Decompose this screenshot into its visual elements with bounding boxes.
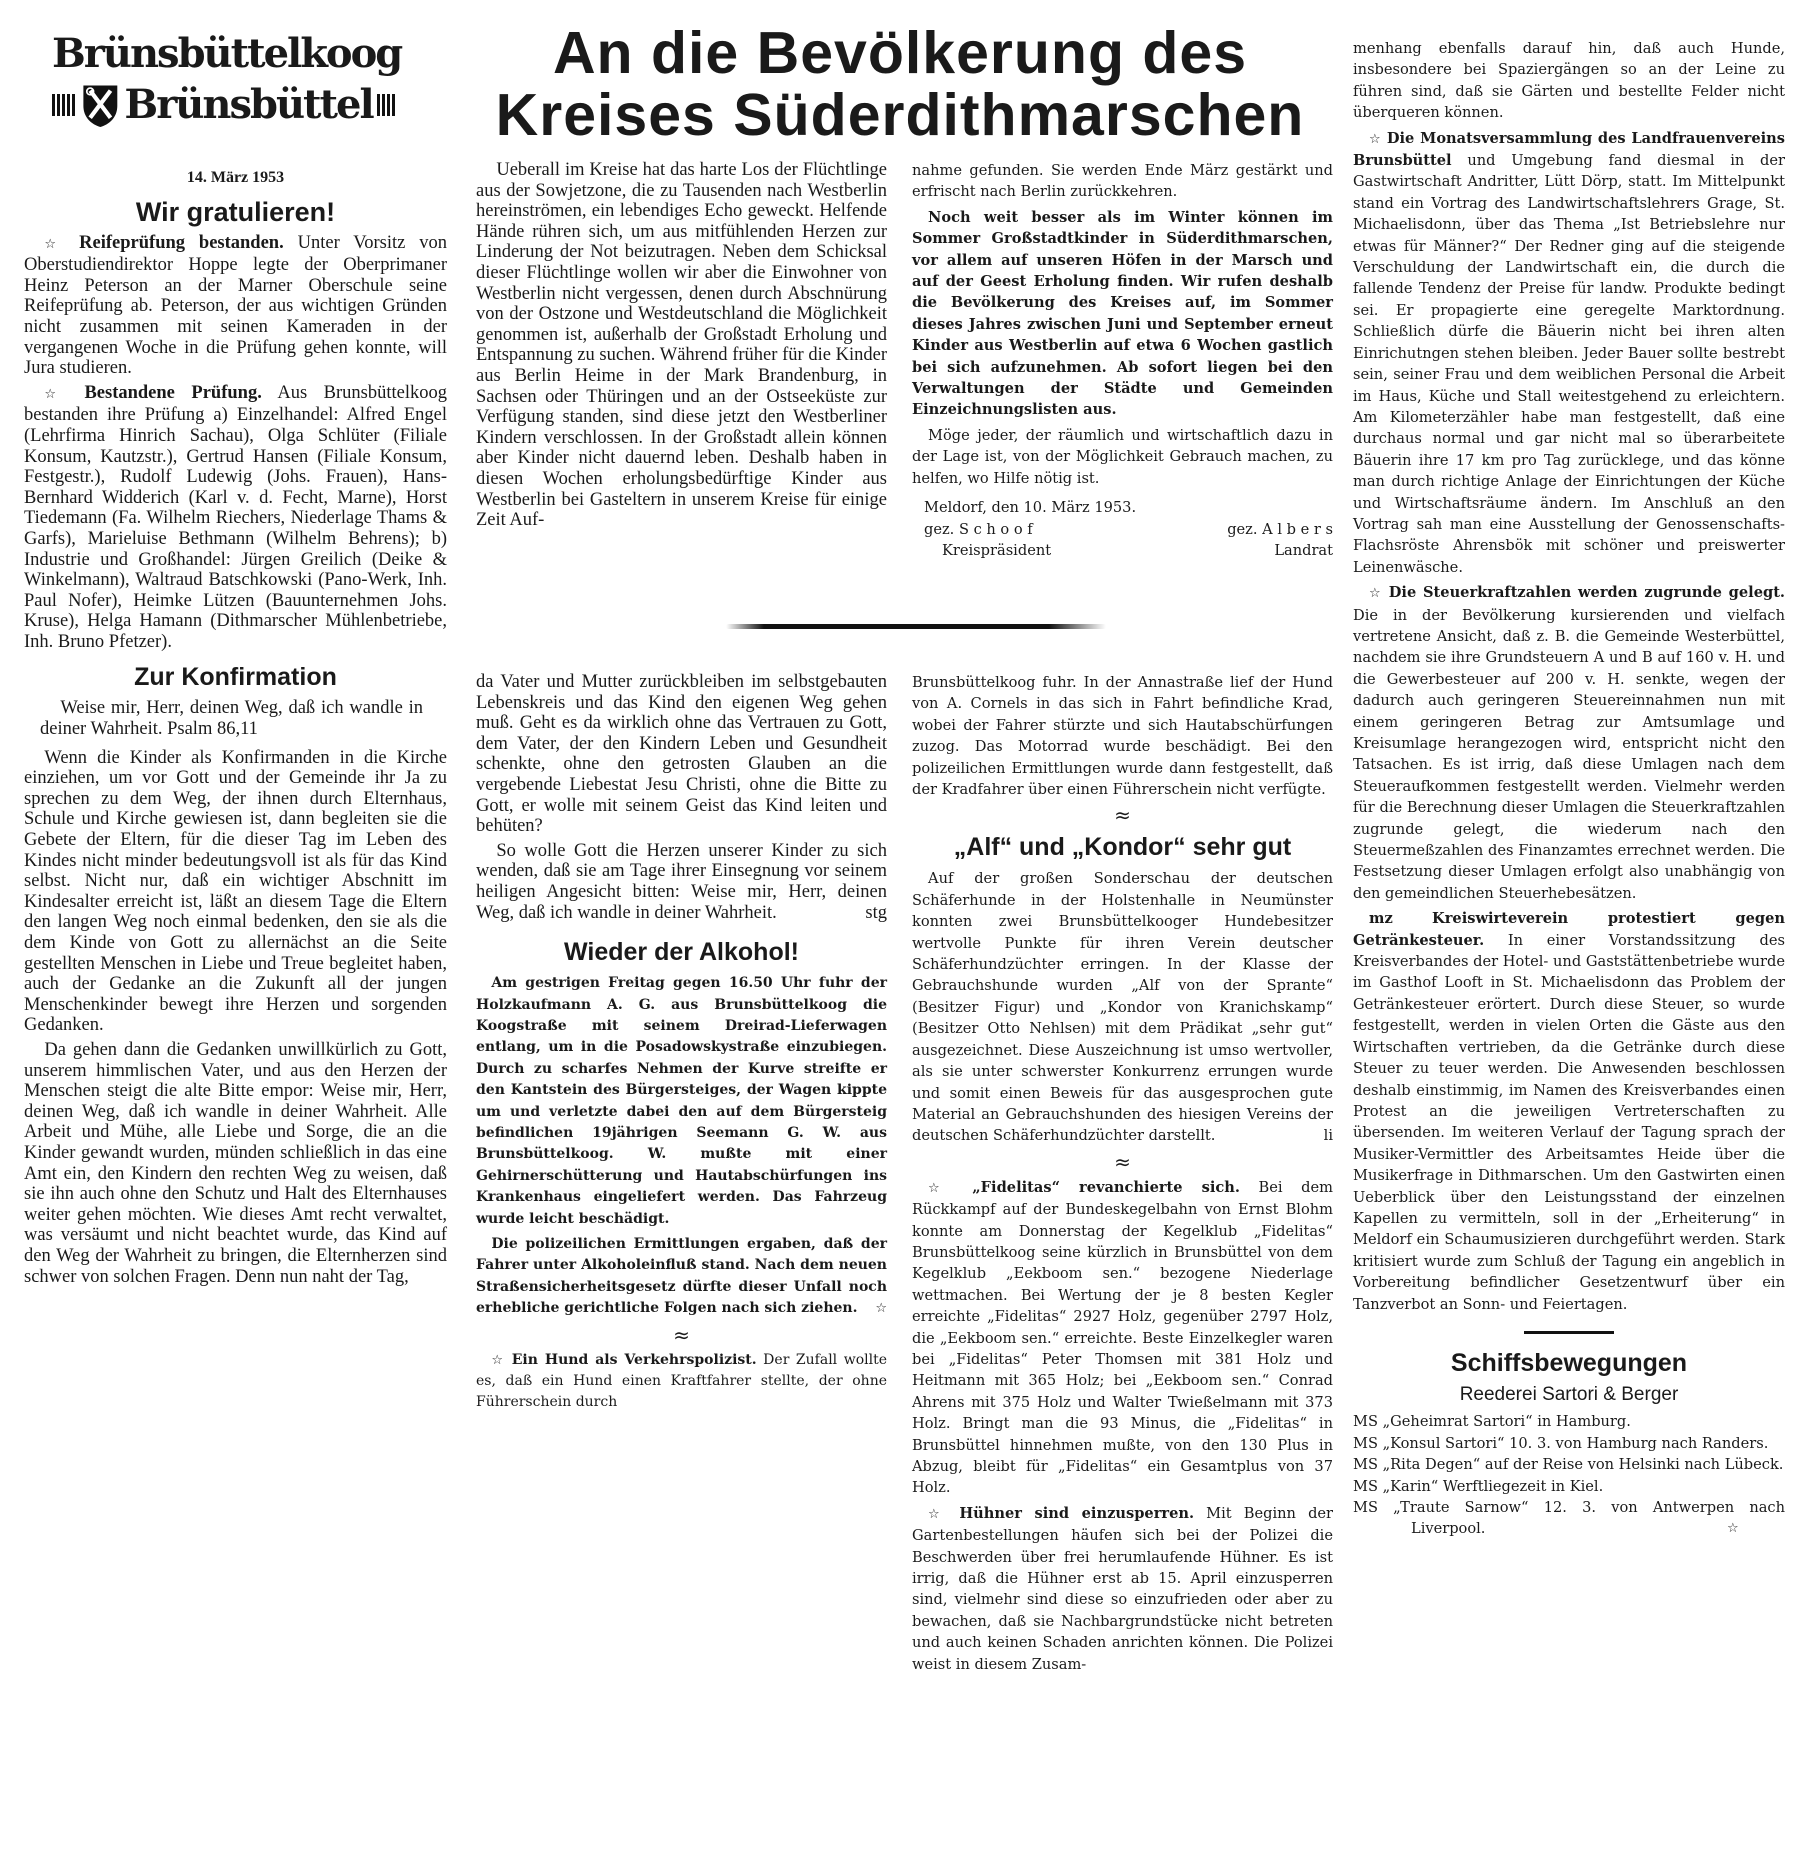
article-lead: Hühner sind einzusperren. xyxy=(959,1504,1195,1522)
star-icon: ☆ xyxy=(44,236,66,252)
masthead-logo xyxy=(52,30,402,142)
alkohol-article xyxy=(476,973,887,1414)
column-4 xyxy=(1353,38,1785,1540)
coat-of-arms-icon xyxy=(80,78,121,132)
divider-short xyxy=(1524,1331,1614,1334)
ship-item: MS „Karin“ Werftliegezeit in Kiel. xyxy=(1353,1477,1604,1495)
shipping-company: Reederei Sartori & Berger xyxy=(1459,1383,1679,1405)
author-prefix: mz xyxy=(1369,910,1393,928)
appeal-paragraph: Ueberall im Kreise hat das harte Los der Flüchtlinge aus der Sowjetzone, die zu Tausenden nach Westberlin hereinströmen, ein lebendiges Echo geweckt. Helfende Hände rühren sich, um aus mitfühlenden Herzen zur Linderung der Not beizutragen. Neben dem Schicksal dieser Flüchtlinge wollen wir aber die Einwohner von Westberlin nicht vergessen, denen durch Abschnürung von der Ostzone und Westdeutschland die Möglichkeit genommen ist, außerhalb der Großstadt Erholung und Entspannung zu suchen. Während früher für die Kinder aus Berlin Heime in der Mark Brandenburg, in Sachsen oder Thüringen und an der Ostseeküste zur Verfügung standen, sind diese jetzt den Westberliner Kindern verschlossen. In der Großstadt allein können aber Kinder nicht dauernd leben. Deshalb haben in diesen Wochen erholungsbedürftige Kinder aus Westberlin bei Gasteltern in unserem Kreise für einige Zeit Auf- xyxy=(476,160,887,531)
ship-item: MS „Rita Degen“ auf der Reise von Helsinki nach Lübeck. xyxy=(1353,1456,1784,1474)
article-text: Der Zufall wollte es, daß ein Hund einen Kraftfahrer stellte, der ohne Führerschein durch xyxy=(476,1351,887,1411)
article-text: Aus Brunsbüttelkoog bestanden ihre Prüfung a) Einzelhandel: Alfred Engel (Lehrfirma Hinrich Sachau), Olga Schlüter (Filiale Konsum, Kautzstr.), Gertrud Hansen (Filiale Konsum, Festgestr.), Rudolf Ludewig (Johs. Frauen), Hans-Bernhard Widderich (Karl v. d. Fecht, Marne), Horst Tiedemann (Fa. Wilhelm Riechers, Niederlage Thams & Garfs), Marieluise Bethmann (Wilhelm Behrens); b) Industrie und Großhandel: Jürgen Greilich (Deike & Winkelmann), Waltraud Batschkowski (Pano-Werk, Inh. Paul Nofer), Heimke Lützen (Bauunternehmen Johs. Kruse), Helga Hamann (Dithmarscher Mühlenbetriebe, Inh. Bruno Pfetzer). xyxy=(24,382,447,652)
article-text: Unter Vorsitz von Oberstudiendirektor Hoppe legte der Oberprimaner Heinz Peterson an der Marner Oberschule seine Reifeprüfung ab. Peterson, der aus wichtigen Gründen nicht zusammen mit seinen Kameraden in der vergangenen Woche in die Prüfung gehen konnte, will Jura studieren. xyxy=(24,232,447,379)
page-headline xyxy=(470,22,1330,146)
headline-line-1: An die Bevölkerung des xyxy=(552,20,1248,86)
author-signature: stg xyxy=(865,902,887,923)
column-1 xyxy=(24,168,447,1291)
section-heading-schaeferhunde: „Alf“ und „Kondor“ sehr gut xyxy=(953,833,1292,862)
paragraph-text: So wolle Gott die Herzen unserer Kinder zu sich wenden, daß sie am Tage ihrer Einsegnung vor seinem heiligen Angesicht bitten: Weise mir, Herr, deinen Weg, daß ich wandle in deiner Wahrheit. xyxy=(476,840,887,923)
star-icon: ☆ xyxy=(44,386,68,402)
appeal-column-b xyxy=(912,160,1333,561)
ship-item: MS „Traute Sarnow“ 12. 3. von Antwerpen nach Liverpool. ☆ xyxy=(1353,1499,1785,1538)
paragraph-text: Auf der großen Sonderschau der deutschen Schäferhunde in der Holstenhalle in Neumünster konnten zwei Brunsbüttelkooger Hundebesitzer wertvolle Punkte für ihren Verein deutscher Schäferhundzüchter erringen. In der Klasse der Gebrauchshunde wurden „Alf von der Sprante“ (Besitzer Figur) und „Kondor von Kranichskamp“ (Besitzer Otto Nehlsen) mit dem Prädikat „sehr gut“ ausgezeichnet. Diese Auszeichnung ist umso wertvoller, als sie unter schwerster Konkurrenz errungen wurde und somit einen Beweis für das ausgesprochen gute Material an Gebrauchshunden des hiesigen Vereins der deutschen Schäferhundzüchter darstellt. xyxy=(912,870,1333,1145)
article-lead: „Fidelitas“ revanchierte sich. xyxy=(972,1178,1240,1196)
star-icon: ☆ xyxy=(875,1301,887,1317)
headline-line-2: Kreises Süderdithmarschen xyxy=(495,82,1305,148)
logo-bar-right xyxy=(377,94,397,116)
article-text: Die in der Bevölkerung kursierenden und vielfach vertretene Ansicht, daß z. B. die Gemeinde Westerbüttel, nachdem sie ihre Grundsteuern A und B auf 160 v. H. und die Gewerbesteuer auf 200 v. H. senkte, wegen der dadurch auch geringeren Steuereinnahmen nun mit einem geringeren Betrag zur Amtsumlage und Kreisumlage herangezogen wird, entspricht nicht den Tatsachen. Es ist irrig, daß diese Umlagen nach dem Steueraufkommen festgestellt werden. Vielmehr werden für die Berechnung dieser Umlagen die Steuerkraftzahlen zugrunde gelegt, die wiederum nach den Steuermeßzahlen des Finanzamtes errechnet werden. Die Festsetzung dieser Umlagen erfolgt also unabhängig von den gemeindlichen Steuerhebesätzen. xyxy=(1353,606,1785,902)
appeal-paragraph: nahme gefunden. Sie werden Ende März gestärkt und erfrischt nach Berlin zurückkehren. xyxy=(912,162,1333,201)
appeal-place-date: Meldorf, den 10. März 1953. xyxy=(924,499,1137,517)
wirte-article xyxy=(1353,908,1785,1315)
section-heading-konfirmation: Zur Konfirmation xyxy=(134,663,337,692)
separator-icon: ≈ xyxy=(673,1322,690,1347)
separator-icon: ≈ xyxy=(1114,1149,1131,1174)
article-text: Bei dem Rückkampf auf der Bundeskegelbahn von Ernst Blohm konnte am Donnerstag der Kegelklub „Fidelitas“ Brunsbüttelkoog seine kürzlich in Brunsbüttel von dem Kegelklub „Eekboom sen.“ bezogene Niederlage wettmachen. Bei Wertung der je 8 besten Kegler erreichte „Fidelitas“ 2927 Holz, gegenüber 2797 Holz, die „Eekboom sen.“ erreichte. Beste Einzelkegler waren bei „Fidelitas“ Peter Thomsen mit 381 Holz und Heitmann mit 365 Holz; bei „Eekboom sen.“ Conrad Ahrens mit 375 Holz und Walter Twießelmann mit 373 Holz. Bringt man die 93 Minus, die „Fidelitas“ in Brunsbüttel hinnehmen mußte, von den 130 Plus in Abzug, bleibt für „Fidelitas“ ein Gesamtplus von 37 Holz. xyxy=(912,1178,1334,1497)
konfirmation-paragraph xyxy=(476,841,887,923)
article-bestandene-pruefung xyxy=(24,383,447,653)
hund-article xyxy=(476,1350,887,1414)
konfirmation-paragraph: Da gehen dann die Gedanken unwillkürlich zu Gott, unserem himmlischen Vater, und aus den Herzen der Menschen steigt die alte Bitte empor: Weise mir, Herr, deinen Weg, daß ich wandle in deiner Wahrheit. Alle Arbeit und Mühe, alle Liebe und Sorge, die an die Kinder gewandt wurden, münden schließlich in das eine Amt ein, den Kindern den rechten Weg zu weisen, daß sie ihn auch ohne den Schutz und Halt des Elternhauses weiter gehen möchten. Wie dieses Amt recht verwaltet, was versäumt und nicht beachtet wurde, das Kind auf den Weg der Wahrheit zu bringen, die Elternherzen sind schwer von solchen Fragen. Denn nun naht der Tag, xyxy=(24,1039,447,1287)
article-lead: Die Steuerkraftzahlen werden zugrunde gelegt. xyxy=(1388,584,1786,602)
star-icon: ☆ xyxy=(1369,131,1382,147)
logo-line-1: Brünsbüttelkoog xyxy=(52,30,402,77)
verse-text: Weise mir, Herr, deinen Weg, daß ich wandle in deiner Wahrheit. xyxy=(40,698,423,740)
star-icon: ☆ xyxy=(928,1180,954,1196)
logo-bar-left xyxy=(52,94,76,116)
signature-name: gez. A l b e r s xyxy=(1227,520,1333,538)
verse-reference: Psalm 86,11 xyxy=(167,719,258,740)
appeal-bold-paragraph: Noch weit besser als im Winter können im Sommer Großstadtkinder in Süderdithmarschen, vor allem auf unseren Höfen in der Marsch und auf der Geest Erholung finden. Wir rufen deshalb die Bevölkerung des Kreises auf, im Sommer dieses Jahres zwischen Juni und September erneut Kinder aus Westberlin auf etwa 6 Wochen gastlich bei sich aufzunehmen. Ab sofort liegen bei den Verwaltungen der Städte und Gemeinden Einzeichnungslisten aus. xyxy=(912,208,1333,419)
schaeferhunde-paragraph xyxy=(912,868,1333,1146)
separator-icon: ≈ xyxy=(1114,803,1131,828)
huehner-article-continued: menhang ebenfalls darauf hin, daß auch Hunde, insbesondere bei Spaziergängen so an der Leine zu führen sind, daß sie Gärten und bestellte Felder nicht überqueren können. xyxy=(1353,40,1785,122)
article-lead: Die Monatsversammlung des Landfrauenvereins Brunsbüttel xyxy=(1353,129,1785,170)
paragraph-text: Die polizeilichen Ermittlungen ergaben, daß der Fahrer unter Alkoholeinfluß stand. Nach dem neuen Straßensicherheitsgesetz dürfte dieser Unfall noch erhebliche gerichtliche Folgen nach sich ziehen. xyxy=(476,1236,887,1317)
issue-date: 14. März 1953 xyxy=(186,169,285,186)
article-lead: Reifeprüfung bestanden. xyxy=(79,232,284,253)
star-icon: ☆ xyxy=(928,1506,948,1522)
appeal-column-a xyxy=(476,160,887,535)
fidelitas-article xyxy=(912,1177,1333,1499)
section-heading-gratulieren: Wir gratulieren! xyxy=(135,196,336,227)
article-text: Mit Beginn der Gartenbestellungen häufen sich bei der Polizei die Beschwerden über frei herumlaufende Hühner. Es ist irrig, daß die Hühner erst ab 15. April einzusperren sind, vielmehr sind diese so einzufrieden oder aber zu bewachen, daß sie Nachbargrundstücke nicht betreten und auch keinen Schaden anrichten können. Die Polizei weist in diesem Zusam- xyxy=(912,1504,1334,1673)
appeal-signatures xyxy=(912,519,1333,562)
ship-item: MS „Geheimrat Sartori“ in Hamburg. xyxy=(1353,1413,1631,1431)
column-3-lower xyxy=(912,672,1333,1679)
landfrauen-article xyxy=(1353,128,1785,579)
article-lead: Bestandene Prüfung. xyxy=(84,382,262,403)
huehner-article xyxy=(912,1503,1333,1675)
article-text: und Umgebung fand diesmal in der Gastwirtschaft Andritter, Lütt Dörp, statt. Im Mittelpunkt stand ein Vortrag des Landwirtschaftslehrers Grage, St. Michaelisdonn, über das Thema „Ist Betriebslehre nur etwas für Männer?“ Der Redner ging auf die steigende Verschuldung der Landwirtschaft ein, die durch die fallende Tendenz der Preise für landw. Produkte bedingt sei. Er propagierte eine geregelte Marktordnung. Schließlich dürfe die Bäuerin nicht bei ihren alten Einrichutngen stehen bleiben. Jeder Bauer sollte bestrebt sein, seiner Frau und dem weiblichen Personal die Arbeit im Haus, Küche und Stall weitestgehend zu erleichtern. Am Kilometerzähler habe man festgestellt, daß eine durchaus normal und gar nicht mal so überarbeitete Bäuerin ihre 17 km pro Tag zurücklege, und das könne man durch richtige Anlage der Einrichtungen der Küche und Wirtschaftsräume ändern. Im Anschluß an den Vortrag sah man eine Ausstellung der Genossenschafts-Flachsröste Ahrensbök mit schöner und preiswerter Leinenwäsche. xyxy=(1353,152,1785,576)
column-2-lower xyxy=(476,672,887,1418)
divider-rule xyxy=(726,624,1106,629)
article-lead: Ein Hund als Verkehrspolizist. xyxy=(511,1351,757,1368)
konfirmation-paragraph: da Vater und Mutter zurückbleiben im selbstgebauten Lebenskreis und das Kind den eigenen Weg gehen muß. Geht es da wirklich ohne das Vertrauen zu Gott, dem Vater, der den Kindern Leben und Gesundheit schenkte, ohne den getrosten Glauben an die vergebende Liebestat Jesu Christi, ohne die Bitte zu Gott, er wolle mit seinem Geist das Kind leiten und behüten? xyxy=(476,672,887,837)
konfirmation-paragraph: Wenn die Kinder als Konfirmanden in die Kirche einziehen, um vor Gott und der Gemeinde ihr Ja zu sprechen zu dem Weg, der ihnen durch Elternhaus, Schule und Kirche gewiesen ist, dann begleiten sie die Gebete der Eltern, für die dieser Tag im Leben des Kindes nicht minder bedeutungsvoll ist als für das Kind selbst. Nicht nur, daß ein wichtiger Abschnitt im Kindesalter erreicht ist, läßt an diesem Tage die Eltern den langen Weg noch einmal bedenken, den sie als die dem Kinde von Gott zu allernächst an die Seite gestellten Menschen in Liebe und Treue begleitet haben, auch der Gedanke an die Zukunft all der jungen Menschenkinder bewegt ihre Herzen und sorgenden Gedanken. xyxy=(24,747,447,1036)
article-reifepruefung xyxy=(24,233,447,379)
article-lead: Kreiswirteverein protestiert gegen Getränkesteuer. xyxy=(1353,910,1785,949)
bible-verse xyxy=(24,698,447,739)
alkohol-paragraph xyxy=(476,1234,887,1320)
signature-title: Landrat xyxy=(1274,541,1333,559)
appeal-paragraph: Möge jeder, der räumlich und wirtschaftlich dazu in der Lage ist, von der Möglichkeit Gebrauch machen, zu helfen, wo Hilfe nötig ist. xyxy=(912,426,1333,487)
author-signature: li xyxy=(1323,1127,1333,1145)
section-heading-alkohol: Wieder der Alkohol! xyxy=(564,938,799,967)
ship-item: MS „Konsul Sartori“ 10. 3. von Hamburg nach Randers. xyxy=(1353,1434,1769,1452)
signature-title: Kreispräsident xyxy=(942,541,1052,559)
alkohol-paragraph: Am gestrigen Freitag gegen 16.50 Uhr fuhr der Holzkaufmann A. G. aus Brunsbüttelkoog die Koogstraße mit seinem Dreirad-Lieferwagen entlang, um in die Posadowskystraße einzubiegen. Durch zu scharfes Nehmen der Kurve streifte er den Kantstein des Bürgersteiges, der Wagen kippte um und verletzte dabei den auf dem Bürgersteig befindlichen 19jährigen Seemann G. W. aus Brunsbüttelkoog. W. mußte mit einer Gehirnerschütterung und Hautabschürfungen ins Krankenhaus eingeliefert werden. Das Fahrzeug wurde leicht beschädigt. xyxy=(476,975,887,1227)
article-text: In einer Vorstandssitzung des Kreisverbandes der Hotel- und Gaststättenbetriebe wurde im Gasthof Looft in St. Michaelisdonn das Problem der Getränkesteuer erörtert. Durch diese Steuer, so wurde festgestellt, werden in vielen Orten die Gäste aus den Wirtschaften vertrieben, da die Getränke durch diese Steuer zu teuer werden. Die Anwesenden beschlossen deshalb einstimmig, im Namen des Kreisverbandes einen Protest an die jeweiligen Vertreterschaften zu übersenden. Im weiteren Verlauf der Tagung sprach der Musiker-Vermittler des Arbeitsamtes Heide über die Musikerfrage in Dithmarschen. Um den Gastwirten einen Ueberblick über den Leistungsstand der einzelnen Kapellen zu vermitteln, soll in der „Erheiterung“ in Meldorf ein Schaumusizieren durchgeführt werden. Stark kritisiert wurde zum Schluß der Tagung ein angeblich in Vorbereitung befindlicher Gesetzentwurf über ein Tanzverbot an Sonn- und Feiertagen. xyxy=(1353,931,1785,1313)
ship-text: MS „Traute Sarnow“ 12. 3. von Antwerpen nach Liverpool. xyxy=(1353,1499,1785,1538)
signature-name: gez. S c h o o f xyxy=(924,520,1033,538)
star-icon: ☆ xyxy=(491,1352,506,1368)
steuer-article xyxy=(1353,582,1785,904)
ship-list xyxy=(1353,1411,1785,1539)
star-icon: ☆ xyxy=(1369,586,1383,602)
section-heading-schiffe: Schiffsbewegungen xyxy=(1450,1348,1688,1377)
logo-line-2: Brünsbüttel xyxy=(124,81,373,128)
hund-article-continued: Brunsbüttelkoog fuhr. In der Annastraße lief der Hund von A. Cornels in das sich in Fahrt befindliche Krad, wobei der Fahrer stürzte und sich Hautabschürfungen zuzog. Das Motorrad wurde beschädigt. Bei den polizeilichen Ermittlungen wurde dann festgestellt, daß der Kradfahrer über einen Führerschein nicht verfügte. xyxy=(912,674,1333,799)
